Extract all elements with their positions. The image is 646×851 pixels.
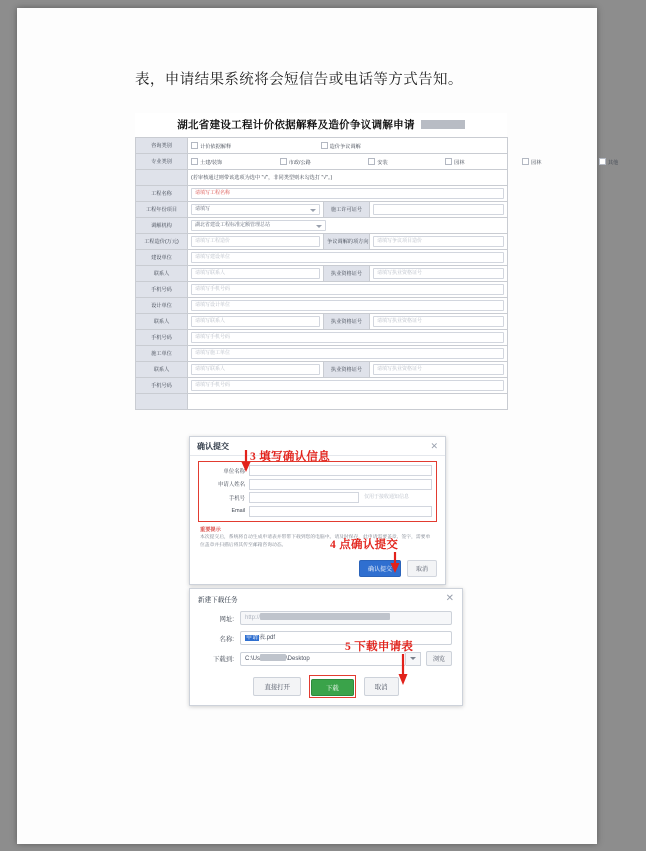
close-icon[interactable]: ✕ [430, 441, 438, 451]
form-title-text: 湖北省建设工程计价依据解释及造价争议调解申请 [177, 120, 415, 131]
design-unit-input[interactable]: 请填写设计单位 [191, 300, 504, 311]
design-mobile-input[interactable]: 请填写手机号码 [191, 332, 504, 343]
field-type-options[interactable] [188, 138, 508, 154]
field-major-options[interactable] [188, 154, 619, 170]
spacer-cell [136, 394, 188, 410]
url-row [190, 608, 462, 628]
unit-select[interactable]: 湖北省建设工程标准定额管理总站 [191, 220, 326, 231]
field-label-constr-mobile: 手机号码 [136, 378, 188, 394]
annotation-arrow-3 [233, 448, 251, 474]
download-dialog-header [190, 589, 462, 608]
email-input[interactable] [249, 506, 432, 517]
option-label: 造价争议调解 [329, 143, 361, 150]
checkbox-icon[interactable] [191, 142, 198, 149]
table-row [136, 138, 508, 154]
field-label-email: Email [231, 508, 245, 514]
field-constr-mobile[interactable] [188, 378, 508, 394]
mobile-input[interactable]: 请填写手机号码 [191, 284, 504, 295]
dispute-input[interactable]: 请填写争议项目造价 [373, 236, 504, 247]
table-row [136, 362, 508, 378]
name-row [190, 628, 462, 648]
url-label: 网址: [219, 615, 234, 623]
major-note: (若审核通过则带该选项为选中 "√"，非同类型则未勾选打 "√"。) [188, 170, 508, 186]
field-label-project-name: 工程名称 [136, 186, 188, 202]
field-label-build-unit: 建设单位 [136, 250, 188, 266]
warning-title: 重要提示 [200, 526, 221, 533]
field-label-constr-license: 执业资格证号 [324, 362, 370, 378]
new-download-dialog [189, 588, 463, 706]
table-row [136, 298, 508, 314]
field-label-dispute: 争议调解的项方向 [324, 234, 370, 250]
redacted-block [421, 120, 465, 129]
redacted-block [260, 613, 390, 620]
table-row [136, 154, 508, 170]
spacer-cell [136, 170, 188, 186]
filename-rest: 表.pdf [259, 635, 276, 641]
field-build-unit[interactable] [188, 250, 508, 266]
checkbox-option[interactable] [321, 144, 375, 150]
annotation-step-5: 5 下载申请表 [345, 641, 414, 653]
document-page [17, 8, 619, 844]
phone-hint: 仅用于接收通知信息 [364, 494, 410, 500]
field-label-constr-contact: 联系人 [136, 362, 188, 378]
field-label-unit: 调解机构 [136, 218, 188, 234]
open-directly-button[interactable]: 直接打开 [253, 677, 301, 696]
field-project-year[interactable] [188, 202, 324, 218]
project-name-input[interactable]: 请填写工程名称 [191, 188, 504, 199]
option-label: 土建/装饰 [200, 159, 223, 166]
document-body-text: 表，申请结果系统将会短信告或电话等方式告知。 [135, 72, 463, 88]
checkbox-option[interactable] [280, 160, 325, 166]
amount-input[interactable]: 请填写工程造价 [191, 236, 320, 247]
download-dialog-title: 新建下载任务 [198, 597, 238, 604]
checkbox-option[interactable] [599, 160, 632, 166]
table-row [136, 266, 508, 282]
table-row [136, 394, 508, 410]
table-row [136, 234, 508, 250]
table-row [136, 202, 508, 218]
option-label: 计价依据解释 [200, 143, 232, 150]
field-project-name[interactable] [188, 186, 508, 202]
option-label: 其他 [607, 159, 619, 166]
field-constr-unit[interactable] [188, 346, 508, 362]
field-unit[interactable] [188, 218, 508, 234]
dialog-footer [190, 554, 445, 584]
application-form-table [135, 137, 619, 410]
form-row [203, 479, 432, 490]
checkbox-icon[interactable] [191, 158, 198, 165]
checkbox-option[interactable] [368, 160, 401, 166]
field-license[interactable] [370, 266, 508, 282]
field-label-contact: 联系人 [136, 266, 188, 282]
field-label-design-mobile: 手机号码 [136, 330, 188, 346]
path-value-rest: \Desktop [286, 655, 310, 662]
option-label: 市政/公路 [288, 159, 311, 166]
download-dialog-footer [190, 669, 462, 705]
table-row [136, 282, 508, 298]
constr-license-input[interactable]: 请填写执业资格证号 [373, 364, 504, 375]
table-row [136, 218, 508, 234]
annotation-step-4: 4 点确认提交 [330, 539, 399, 551]
checkbox-icon[interactable] [599, 158, 606, 165]
license-input[interactable]: 请填写执业资格证号 [373, 268, 504, 279]
field-design-license[interactable] [370, 314, 508, 330]
field-label-design-contact: 联系人 [136, 314, 188, 330]
checkbox-icon[interactable] [522, 158, 529, 165]
design-contact-input[interactable]: 请填写联系人 [191, 316, 320, 327]
field-label-design-license: 执业资格证号 [324, 314, 370, 330]
application-form-screenshot [135, 113, 619, 410]
form-row [203, 506, 432, 517]
table-row [136, 314, 508, 330]
cancel-button[interactable]: 取消 [407, 560, 437, 577]
field-label-company: 单位名称 [223, 468, 245, 475]
field-dispute[interactable] [370, 234, 508, 250]
field-label-major: 专业类别 [136, 154, 188, 170]
form-title [135, 113, 507, 137]
confirm-submit-button[interactable]: 确认提交 [359, 560, 401, 577]
field-constr-contact[interactable] [188, 362, 324, 378]
build-unit-input[interactable]: 请填写建设单位 [191, 252, 504, 263]
field-design-contact[interactable] [188, 314, 324, 330]
table-row [136, 346, 508, 362]
form-row [203, 492, 432, 503]
field-label-design-unit: 设计单位 [136, 298, 188, 314]
checkbox-icon[interactable] [321, 142, 328, 149]
cert-input[interactable] [373, 204, 504, 215]
checkbox-option[interactable] [522, 160, 555, 166]
path-label: 下载到: [213, 656, 234, 663]
constr-contact-input[interactable]: 请填写联系人 [191, 364, 320, 375]
checkbox-icon[interactable] [280, 158, 287, 165]
dialog-body [190, 456, 445, 554]
field-label-type: 咨询类别 [136, 138, 188, 154]
dialog-title: 确认提交 [197, 442, 229, 451]
company-input[interactable] [249, 465, 432, 476]
close-icon[interactable]: ✕ [445, 593, 454, 604]
field-label-mobile: 手机号码 [136, 282, 188, 298]
table-row [136, 378, 508, 394]
field-label-amount: 工程造价(万元) [136, 234, 188, 250]
name-label: 名称: [219, 635, 234, 643]
applicant-input[interactable] [249, 479, 432, 490]
contact-input[interactable]: 请填写联系人 [191, 268, 320, 279]
browse-button[interactable]: 浏览 [426, 651, 452, 666]
option-label: 园林 [531, 159, 542, 166]
url-value: http:// [245, 615, 261, 621]
redacted-block [260, 654, 286, 661]
checkbox-option[interactable] [191, 160, 236, 166]
download-button[interactable]: 下载 [311, 679, 354, 696]
checkbox-icon[interactable] [368, 158, 375, 165]
option-label: 园林 [454, 159, 465, 166]
field-label-applicant: 申请人姓名 [218, 482, 245, 488]
annotation-arrow-4 [387, 551, 403, 575]
field-label-project-year: 工程年份项目 [136, 202, 188, 218]
table-row [136, 170, 508, 186]
checkbox-option[interactable] [191, 144, 245, 150]
table-row [136, 250, 508, 266]
table-row [136, 186, 508, 202]
field-design-unit[interactable] [188, 298, 508, 314]
download-cancel-button[interactable]: 取消 [364, 677, 399, 696]
field-label-license: 执业资格证号 [324, 266, 370, 282]
url-input[interactable] [240, 611, 452, 625]
field-constr-license[interactable] [370, 362, 508, 378]
field-amount[interactable] [188, 234, 324, 250]
checkbox-icon[interactable] [445, 158, 452, 165]
field-label-constr-unit: 施工单位 [136, 346, 188, 362]
field-label-phone: 手机号 [228, 495, 245, 502]
path-row [190, 648, 462, 669]
path-value: C:\Us [245, 655, 260, 662]
checkbox-option[interactable] [445, 160, 478, 166]
field-design-mobile[interactable] [188, 330, 508, 346]
table-row [136, 330, 508, 346]
download-button-highlight [311, 677, 354, 696]
field-mobile[interactable] [188, 282, 508, 298]
phone-input[interactable] [249, 492, 359, 503]
remark-area[interactable] [188, 394, 508, 410]
field-contact[interactable] [188, 266, 324, 282]
filename-selected: 申请 [246, 635, 259, 641]
annotation-step-3: 3 填写确认信息 [250, 451, 331, 463]
field-label-cert: 施工许可证号 [324, 202, 370, 218]
annotation-arrow-5 [395, 653, 411, 687]
design-license-input[interactable]: 请填写执业资格证号 [373, 316, 504, 327]
constr-mobile-input[interactable]: 请填写手机号码 [191, 380, 504, 391]
field-cert[interactable] [370, 202, 508, 218]
constr-unit-input[interactable]: 请填写施工单位 [191, 348, 504, 359]
option-label: 安装 [377, 159, 388, 166]
project-year-select[interactable]: 请填写 [191, 204, 320, 215]
dialog-note: 本次提交后，系统将自动生成申请表并带带下载到您的电脑中。请及时保存，此申请需要盖章、签字，需要单位盖章并扫描后将其传至邮箱咨询动态。 [200, 534, 431, 548]
